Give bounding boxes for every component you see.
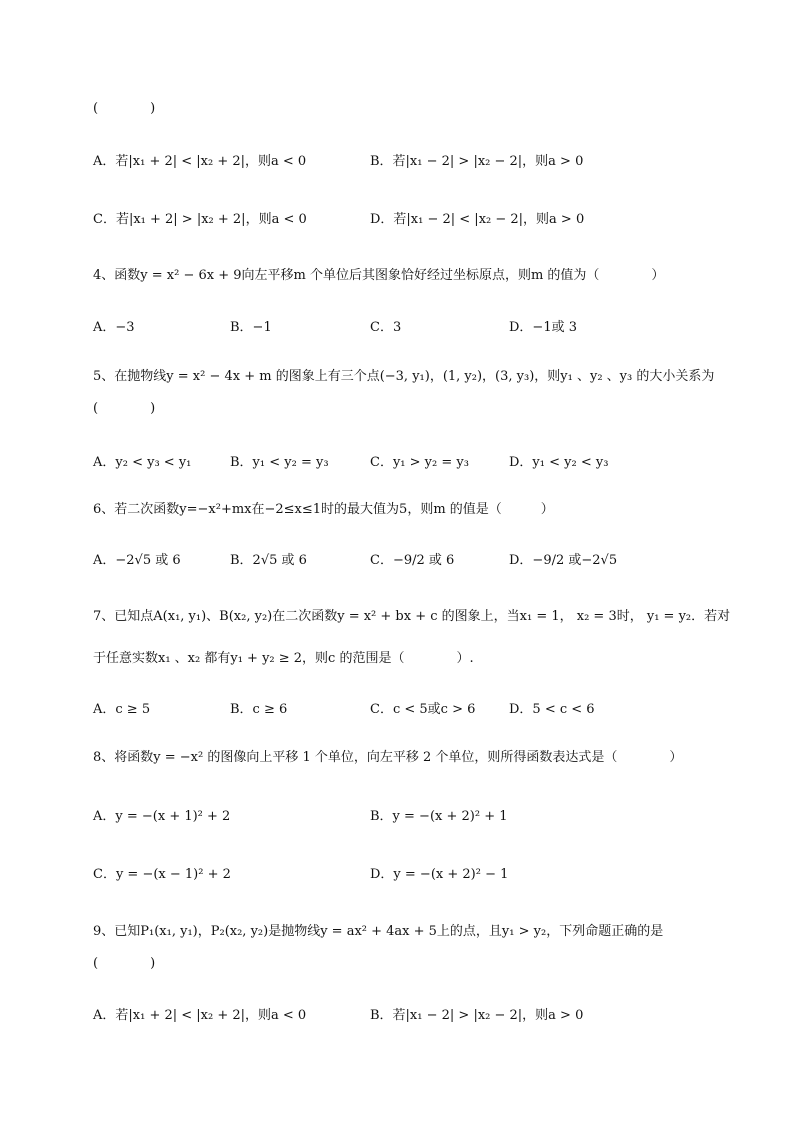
q4-option-c: C．3 (370, 320, 402, 335)
q7-option-c: C．c < 5或c > 6 (370, 702, 476, 717)
q8-option-c: C．y = −(x − 1)² + 2 (93, 867, 231, 882)
question-8-stem: 8、将函数y = −x² 的图像向上平移 1 个单位，向左平移 2 个单位，则所得函数表达式是（ ） (93, 750, 683, 765)
q7-option-b: B．c ≥ 6 (230, 702, 288, 717)
option-b: B．若|x₁ − 2| > |x₂ − 2|，则a > 0 (370, 154, 584, 169)
q5-option-b: B．y₁ < y₂ = y₃ (230, 455, 329, 470)
q4-option-b: B．−1 (230, 320, 272, 335)
q8-option-b: B．y = −(x + 2)² + 1 (370, 809, 508, 824)
question-prev-paren: ( ) (93, 101, 156, 116)
q6-option-b: B．2√5 或 6 (230, 553, 307, 568)
question-7-stem-line2: 于任意实数x₁ 、x₂ 都有y₁ + y₂ ≥ 2，则c 的范围是（ ）. (93, 651, 474, 666)
q4-option-d: D．−1或 3 (509, 320, 577, 335)
q8-option-a: A．y = −(x + 1)² + 2 (93, 809, 231, 824)
q5-option-c: C．y₁ > y₂ = y₃ (370, 455, 469, 470)
question-5-paren: ( ) (93, 401, 156, 416)
option-a: A．若|x₁ + 2| < |x₂ + 2|，则a < 0 (93, 154, 307, 169)
q9-option-b: B．若|x₁ − 2| > |x₂ − 2|，则a > 0 (370, 1008, 584, 1023)
question-9-stem: 9、已知P₁(x₁, y₁)，P₂(x₂, y₂)是抛物线y = ax² + 4ax + 5上的点，且y₁ > y₂，下列命题正确的是 (93, 924, 664, 939)
q9-option-a: A．若|x₁ + 2| < |x₂ + 2|，则a < 0 (93, 1008, 307, 1023)
q7-option-a: A．c ≥ 5 (93, 702, 151, 717)
option-c: C．若|x₁ + 2| > |x₂ + 2|，则a < 0 (93, 212, 307, 227)
q4-option-a: A．−3 (93, 320, 135, 335)
question-9-paren: ( ) (93, 956, 156, 971)
q8-option-d: D．y = −(x + 2)² − 1 (370, 867, 509, 882)
q5-option-a: A．y₂ < y₃ < y₁ (93, 455, 192, 470)
q6-option-d: D．−9/2 或−2√5 (509, 553, 618, 568)
option-d: D．若|x₁ − 2| < |x₂ − 2|，则a > 0 (370, 212, 585, 227)
question-7-stem-line1: 7、已知点A(x₁, y₁)、B(x₂, y₂)在二次函数y = x² + bx + c 的图象上，当x₁ = 1， x₂ = 3时， y₁ = y₂．若对 (93, 609, 731, 624)
q5-option-d: D．y₁ < y₂ < y₃ (509, 455, 609, 470)
question-6-stem: 6、若二次函数y=−x²+mx在−2≤x≤1时的最大值为5，则m 的值是（ ） (93, 502, 554, 517)
q6-option-a: A．−2√5 或 6 (93, 553, 181, 568)
question-5-stem: 5、在抛物线y = x² − 4x + m 的图象上有三个点(−3, y₁)，(1, y₂)，(3, y₃)，则y₁ 、y₂ 、y₃ 的大小关系为 (93, 369, 715, 384)
question-4-stem: 4、函数y = x² − 6x + 9向左平移m 个单位后其图象恰好经过坐标原点，则m 的值为（ ） (93, 268, 665, 283)
q6-option-c: C．−9/2 或 6 (370, 553, 455, 568)
q7-option-d: D．5 < c < 6 (509, 702, 595, 717)
